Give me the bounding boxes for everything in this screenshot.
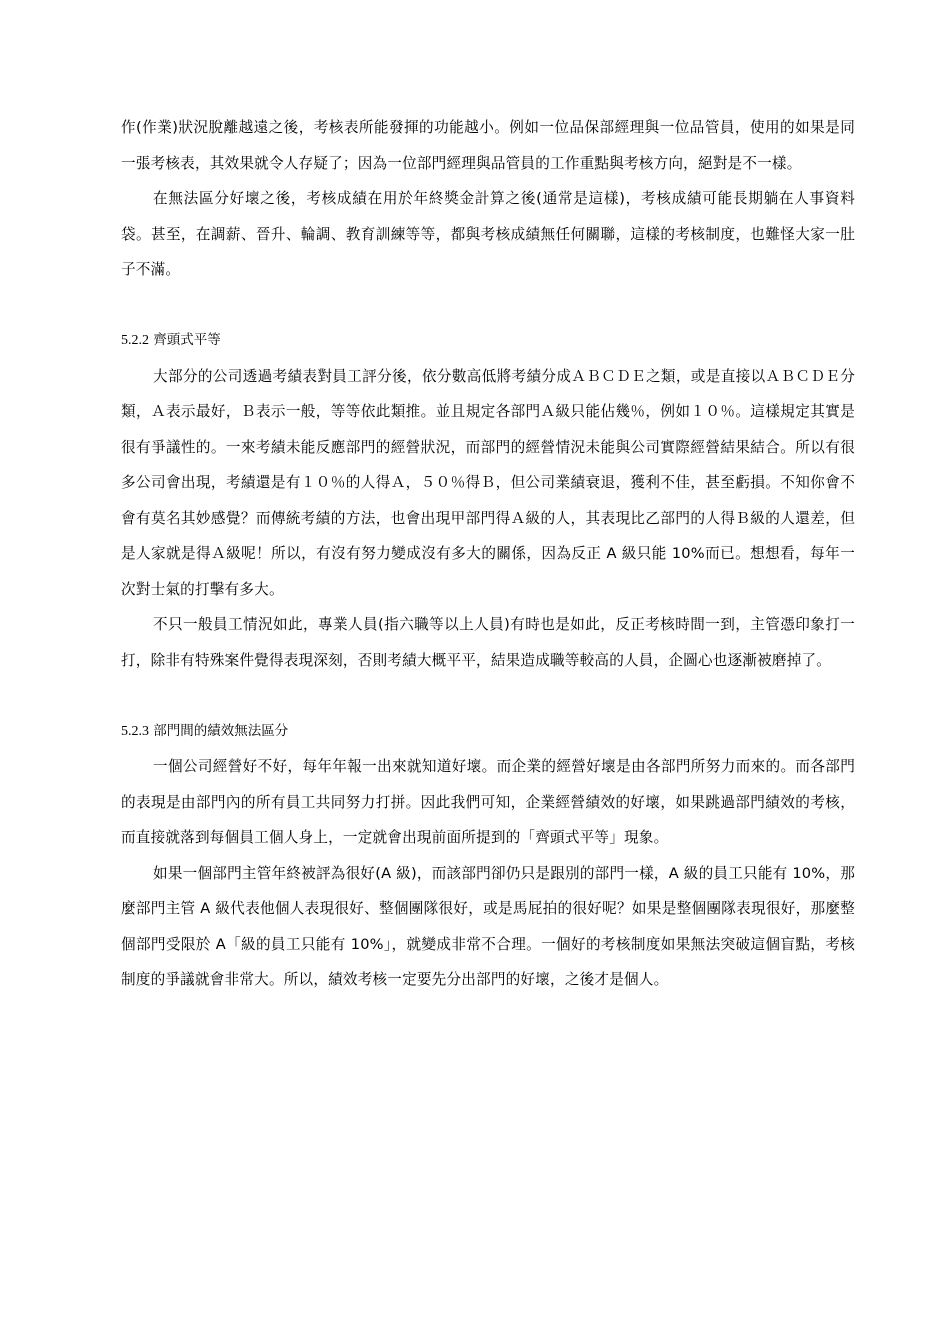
- section-title: 部門間的績效無法區分: [153, 722, 289, 739]
- document-page: [121, 110, 855, 998]
- section-heading-5-2-3: [121, 714, 855, 750]
- paragraph-no-distinction: 在無法區分好壞之後，考核成績在用於年終獎金計算之後(通常是這樣)，考核成績可能長期躺在人事資料袋。甚至，在調薪、晉升、輪調、教育訓練等等，都與考核成績無任何關聯，這樣的考核制度，也難怪大家一肚子不滿。: [121, 190, 855, 278]
- paragraph-grade-distribution: 大部分的公司透過考績表對員工評分後，依分數高低將考績分成ＡＢＣＤＥ之類，或是直接以ＡＢＣＤＥ分類，Ａ表示最好，Ｂ表示一般，等等依此類推。並且規定各部門Ａ級只能佔幾％，例如１０％。這樣規定其實是很有爭議性的。一來考績未能反應部門的經營狀況，而部門的經營情況未能與公司實際經營結果結合。所以有很多公司會出現，考績還是有１０％的人得Ａ，５０％得Ｂ，但公司業績衰退，獲利不佳，甚至虧損。不知你會不會有莫名其妙感覺？而傳統考績的方法，也會出現甲部門得Ａ級的人，其表現比乙部門的人得Ｂ級的人還差，但是人家就是得Ａ級呢！所以，有沒有努力變成沒有多大的關係，因為反正 A 級只能 10%而已。想想看，每年一次對士氣的打擊有多大。: [121, 367, 855, 598]
- section-number: 5.2.3: [121, 723, 149, 739]
- paragraph-continuation: 作(作業)狀況脫離越遠之後，考核表所能發揮的功能越小。例如一位品保部經理與一位品管員，使用的如果是同一張考核表，其效果就令人存疑了；因為一位部門經理與品管員的工作重點與考核方向，絕對是不一樣。: [121, 119, 855, 172]
- paragraph-department-manager: 如果一個部門主管年終被評為很好(A 級)，而該部門卻仍只是跟別的部門一樣，A 級的員工只能有 10%，那麼部門主管 A 級代表他個人表現很好、整個團隊很好，或是馬屁拍的很好呢？如果是整個團隊表現很好，那麼整個部門受限於 A「級的員工只能有 10%」，就變成非常不合理。一個好的考核制度如果無法突破這個盲點，考核制度的爭議就會非常大。所以，績效考核一定要先分出部門的好壞，之後才是個人。: [121, 864, 855, 988]
- section-title: 齊頭式平等: [153, 332, 221, 348]
- section-number: 5.2.2: [121, 333, 149, 348]
- paragraph-company-performance: 一個公司經營好不好，每年年報一出來就知道好壞。而企業的經營好壞是由各部門所努力而來的。而各部門的表現是由部門內的所有員工共同努力打拼。因此我們可知，企業經營績效的好壞，如果跳過部門績效的考核，而直接就落到每個員工個人身上，一定就會出現前面所提到的「齊頭式平等」現象。: [121, 758, 855, 846]
- section-gap: [121, 288, 855, 324]
- section-heading-5-2-2: [121, 323, 855, 359]
- section-gap: [121, 678, 855, 714]
- paragraph-professional-staff: 不只一般員工情況如此，專業人員(指六職等以上人員)有時也是如此，反正考核時間一到，主管憑印象打一打，除非有特殊案件覺得表現深刻，否則考績大概平平，結果造成職等較高的人員，企圖心也逐漸被磨掉了。: [121, 616, 855, 669]
